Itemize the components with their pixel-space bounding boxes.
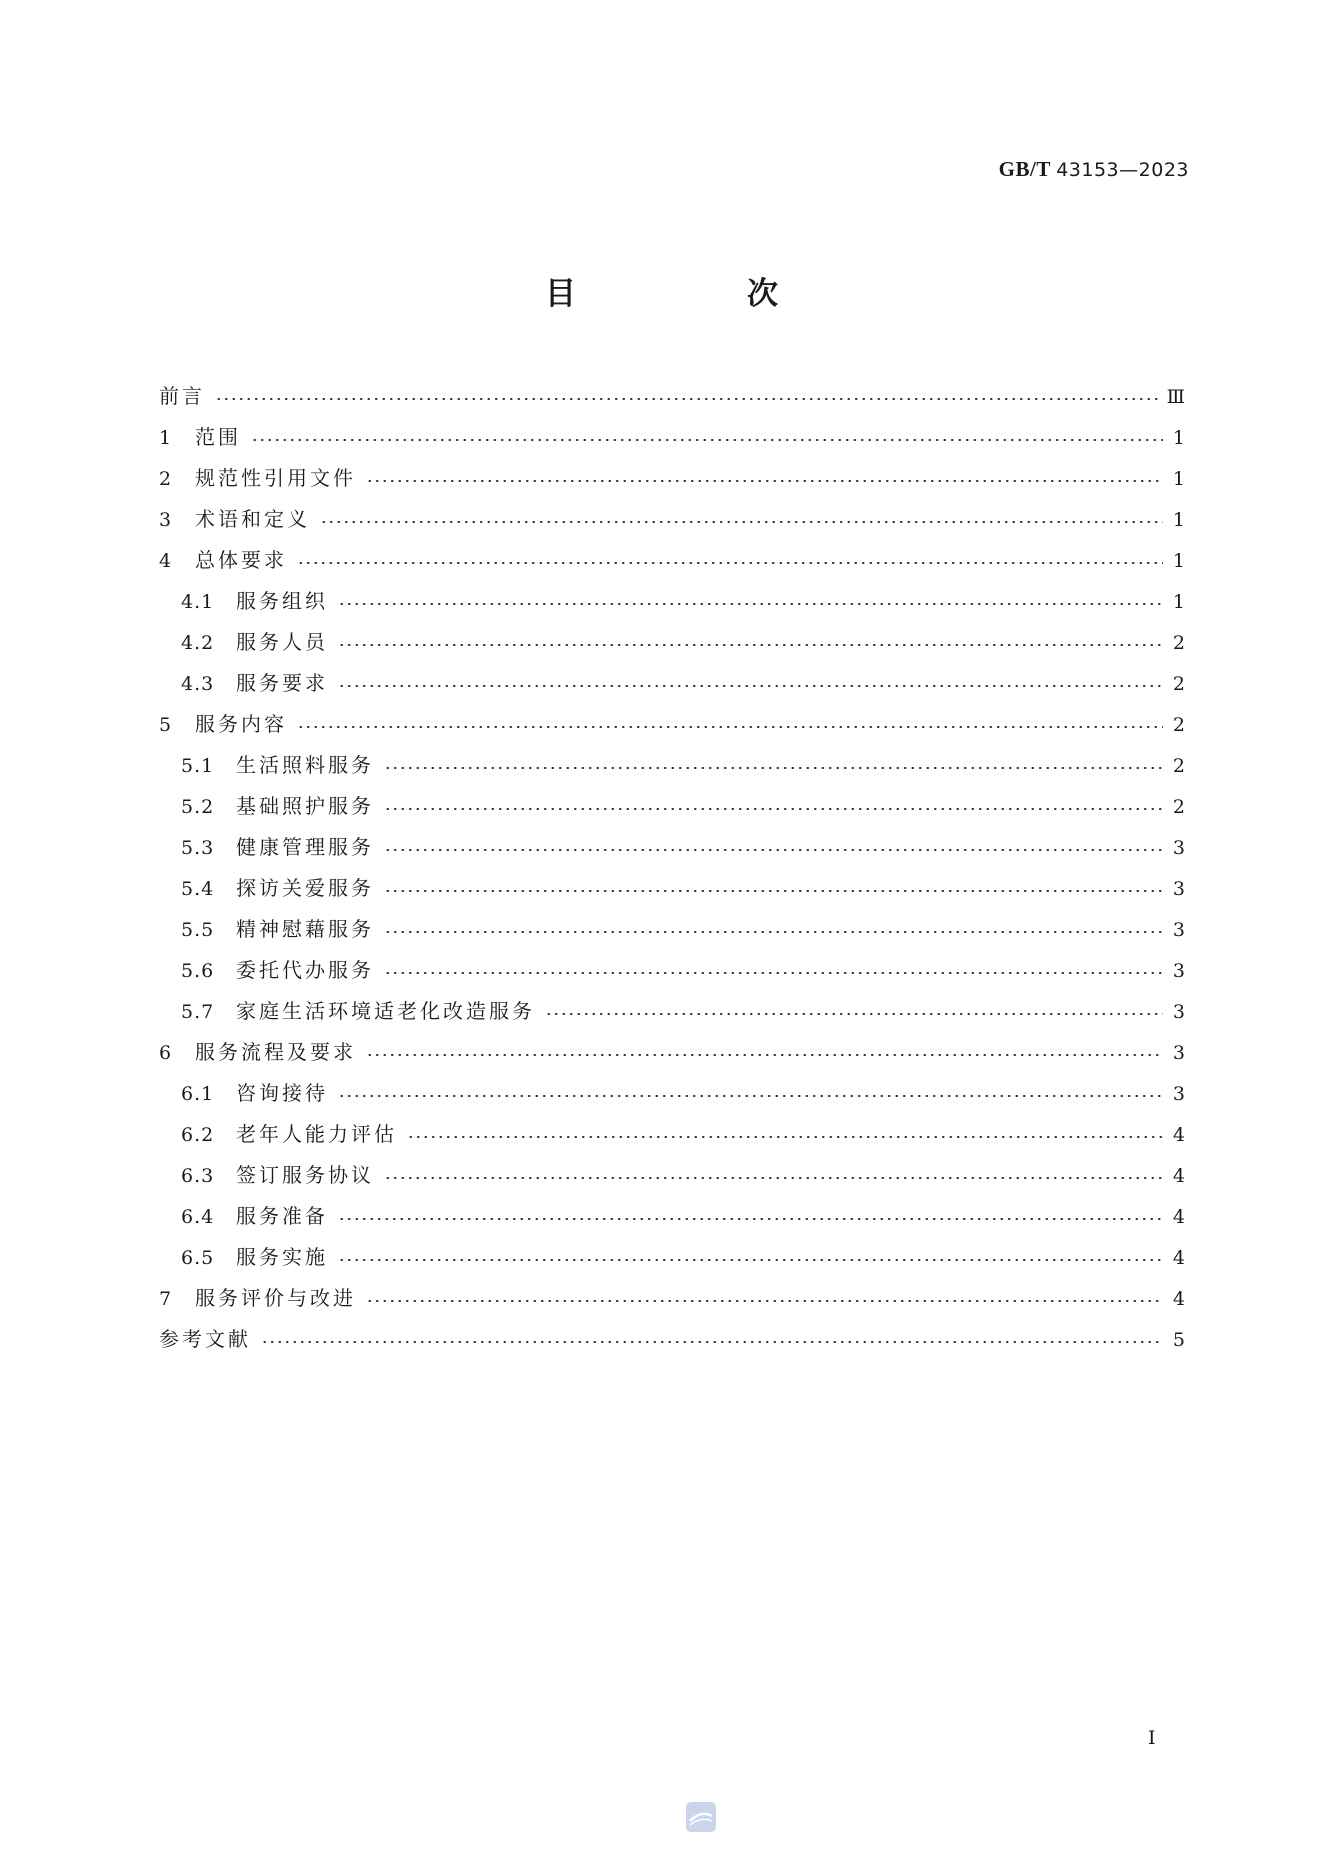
toc-entry-page: Ⅲ	[1166, 386, 1185, 408]
toc-entry-title: 服务准备	[236, 1204, 328, 1228]
toc-dot-leader	[297, 726, 1163, 728]
page-title: 目 次	[545, 276, 848, 312]
toc-dot-leader	[338, 685, 1163, 687]
toc-entry-page: 3	[1172, 1042, 1185, 1064]
toc-entry-page: 3	[1172, 1001, 1185, 1023]
toc-entry-number: 5	[159, 714, 173, 736]
toc-entry-number: 7	[159, 1288, 173, 1310]
toc-entry-number: 4.1	[181, 591, 215, 613]
toc-entry-page: 3	[1172, 1083, 1185, 1105]
toc-entry-number: 6.2	[181, 1124, 215, 1146]
toc-dot-leader	[366, 1300, 1163, 1302]
toc-entry[interactable]	[159, 991, 1185, 1032]
toc-entry-title: 服务内容	[195, 712, 287, 736]
toc-entry-number: 5.7	[181, 1001, 215, 1023]
toc-dot-leader	[297, 562, 1163, 564]
toc-entry-number: 5.1	[181, 755, 215, 777]
toc-entry[interactable]	[159, 704, 1185, 745]
toc-entry-number: 2	[159, 468, 173, 490]
toc-entry-number: 3	[159, 509, 173, 531]
page-number: I	[1148, 1727, 1156, 1749]
toc-entry[interactable]	[159, 950, 1185, 991]
toc-dot-leader	[338, 1218, 1163, 1220]
toc-entry-number: 4	[159, 550, 173, 572]
toc-entry-title: 服务流程及要求	[195, 1040, 356, 1064]
toc-dot-leader	[545, 1013, 1163, 1015]
toc-dot-leader	[407, 1136, 1163, 1138]
toc-entry-page: 4	[1172, 1247, 1185, 1269]
toc-dot-leader	[366, 1054, 1163, 1056]
toc-entry-page: 2	[1172, 755, 1185, 777]
toc-dot-leader	[384, 972, 1163, 974]
toc-entry-page: 2	[1172, 632, 1185, 654]
toc-entry-title: 参考文献	[159, 1327, 251, 1351]
toc-dot-leader	[384, 1177, 1163, 1179]
toc-entry-page: 2	[1172, 796, 1185, 818]
toc-entry[interactable]	[159, 1237, 1185, 1278]
toc-entry[interactable]	[159, 622, 1185, 663]
toc-entry-number: 6.1	[181, 1083, 215, 1105]
toc-entry-title: 术语和定义	[195, 507, 310, 531]
toc-entry[interactable]	[159, 1278, 1185, 1319]
toc-entry-page: 1	[1172, 509, 1185, 531]
toc-entry-title: 咨询接待	[236, 1081, 328, 1105]
toc-entry-number: 6.3	[181, 1165, 215, 1187]
toc-dot-leader	[384, 767, 1163, 769]
toc-dot-leader	[261, 1341, 1163, 1343]
toc-entry[interactable]	[159, 827, 1185, 868]
toc-entry-page: 3	[1172, 878, 1185, 900]
toc-entry-page: 1	[1172, 550, 1185, 572]
toc-entry-number: 4.2	[181, 632, 215, 654]
toc-entry-title: 委托代办服务	[236, 958, 374, 982]
toc-entry-title: 生活照料服务	[236, 753, 374, 777]
toc-entry[interactable]	[159, 1114, 1185, 1155]
toc-entry-page: 3	[1172, 919, 1185, 941]
toc-entry-page: 3	[1172, 960, 1185, 982]
toc-entry[interactable]	[159, 1196, 1185, 1237]
toc-entry-page: 1	[1172, 427, 1185, 449]
toc-entry-number: 6	[159, 1042, 173, 1064]
toc-entry-page: 4	[1172, 1165, 1185, 1187]
toc-entry-title: 服务评价与改进	[195, 1286, 356, 1310]
toc-entry-title: 服务实施	[236, 1245, 328, 1269]
toc-entry-title: 总体要求	[195, 548, 287, 572]
toc-dot-leader	[384, 931, 1163, 933]
toc-entry-page: 3	[1172, 837, 1185, 859]
toc-entry-page: 4	[1172, 1206, 1185, 1228]
sac-logo-icon	[684, 1800, 718, 1834]
toc-dot-leader	[338, 1259, 1163, 1261]
toc-dot-leader	[338, 1095, 1163, 1097]
toc-entry-title: 健康管理服务	[236, 835, 374, 859]
toc-entry-title: 前言	[159, 384, 205, 408]
toc-dot-leader	[338, 603, 1163, 605]
toc-entry-number: 6.5	[181, 1247, 215, 1269]
toc-dot-leader	[384, 808, 1163, 810]
toc-entry[interactable]	[159, 417, 1185, 458]
toc-entry-title: 基础照护服务	[236, 794, 374, 818]
toc-entry-title: 探访关爱服务	[236, 876, 374, 900]
standard-prefix: GB/T	[998, 157, 1051, 181]
toc-entry-title: 范围	[195, 425, 241, 449]
toc-entry-number: 1	[159, 427, 173, 449]
toc-entry[interactable]	[159, 458, 1185, 499]
toc-entry-title: 精神慰藉服务	[236, 917, 374, 941]
toc-dot-leader	[338, 644, 1163, 646]
toc-entry-number: 5.3	[181, 837, 215, 859]
toc-entry-number: 5.2	[181, 796, 215, 818]
toc-entry-title: 签订服务协议	[236, 1163, 374, 1187]
toc-entry-title: 家庭生活环境适老化改造服务	[236, 999, 535, 1023]
toc-entry[interactable]	[159, 786, 1185, 827]
toc-entry-title: 规范性引用文件	[195, 466, 356, 490]
toc-entry[interactable]	[159, 1032, 1185, 1073]
toc-entry-title: 服务人员	[236, 630, 328, 654]
toc-entry[interactable]	[159, 909, 1185, 950]
toc-entry-page: 4	[1172, 1124, 1185, 1146]
toc-entry[interactable]	[159, 868, 1185, 909]
toc-entry[interactable]	[159, 1155, 1185, 1196]
toc-dot-leader	[384, 890, 1163, 892]
toc-entry-page: 2	[1172, 714, 1185, 736]
toc-entry-number: 5.6	[181, 960, 215, 982]
toc-entry-page: 1	[1172, 468, 1185, 490]
toc-entry[interactable]	[159, 499, 1185, 540]
standard-number: 43153—2023	[1056, 159, 1189, 181]
toc-dot-leader	[320, 521, 1163, 523]
toc-entry-number: 5.4	[181, 878, 215, 900]
toc-entry[interactable]	[159, 376, 1185, 417]
toc-entry-page: 1	[1172, 591, 1185, 613]
toc-entry-title: 老年人能力评估	[236, 1122, 397, 1146]
toc-entry-number: 5.5	[181, 919, 215, 941]
toc-entry-number: 6.4	[181, 1206, 215, 1228]
toc-entry[interactable]	[159, 540, 1185, 581]
toc-entry-title: 服务要求	[236, 671, 328, 695]
toc-entry[interactable]	[159, 1319, 1185, 1360]
toc-dot-leader	[215, 398, 1159, 400]
toc-entry[interactable]	[159, 581, 1185, 622]
table-of-contents	[159, 376, 1185, 1360]
toc-entry-page: 4	[1172, 1288, 1185, 1310]
toc-entry-title: 服务组织	[236, 589, 328, 613]
toc-entry[interactable]	[159, 1073, 1185, 1114]
toc-dot-leader	[251, 439, 1163, 441]
toc-entry-number: 4.3	[181, 673, 215, 695]
toc-entry-page: 5	[1172, 1329, 1185, 1351]
toc-entry-page: 2	[1172, 673, 1185, 695]
toc-entry[interactable]	[159, 663, 1185, 704]
toc-entry[interactable]	[159, 745, 1185, 786]
toc-dot-leader	[366, 480, 1163, 482]
standard-code	[999, 157, 1189, 182]
toc-dot-leader	[384, 849, 1163, 851]
